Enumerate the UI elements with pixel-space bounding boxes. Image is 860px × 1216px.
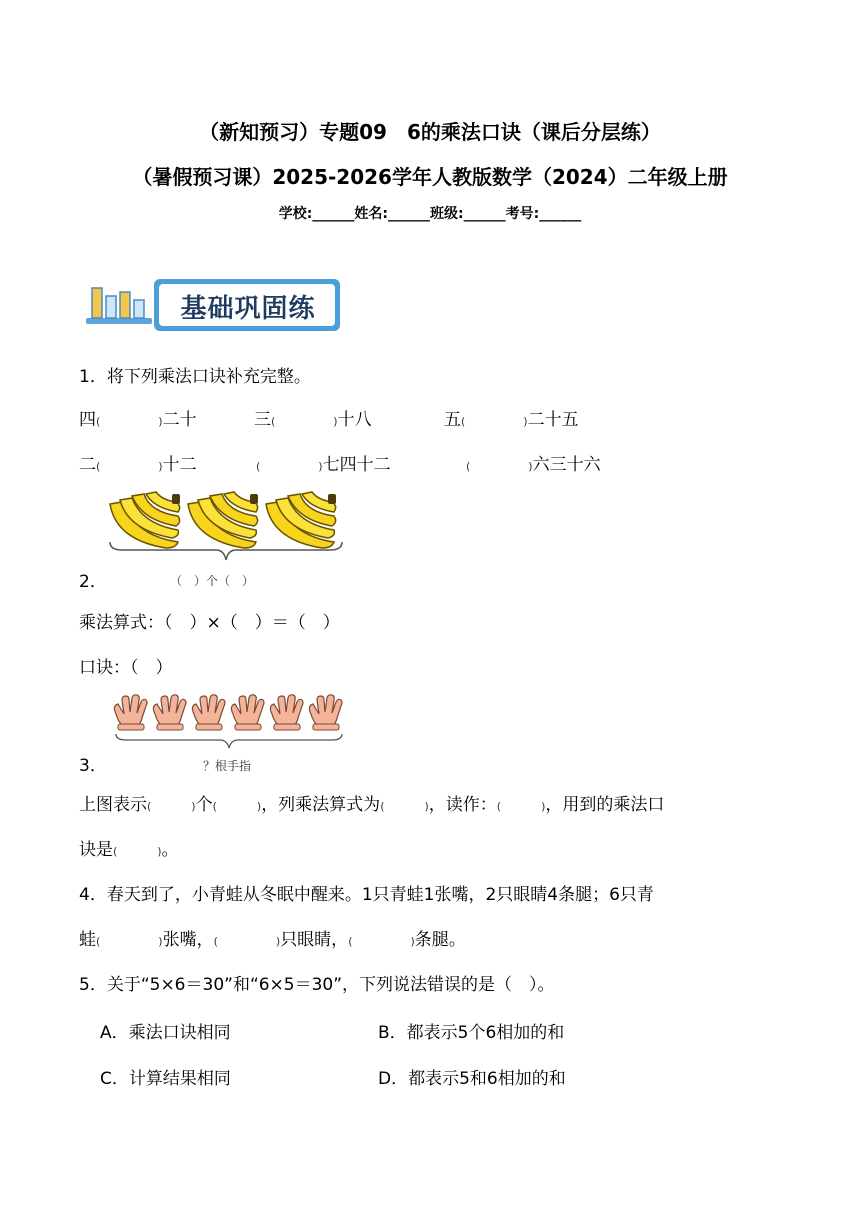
page-title: （新知预习）专题09 6的乘法口诀（课后分层练） <box>199 120 661 144</box>
q1-row1-item1: 四( )二十 <box>79 410 197 430</box>
question-1-prompt: 1．将下列乘法口诀补充完整。 <box>79 367 311 387</box>
brace-icon <box>114 732 344 750</box>
option-d[interactable]: D．都表示5和6相加的和 <box>378 1069 566 1089</box>
option-b[interactable]: B．都表示5个6相加的和 <box>378 1023 565 1043</box>
q1-row2-item3: ( )六三十六 <box>466 455 601 475</box>
option-a[interactable]: A．乘法口诀相同 <box>100 1023 231 1043</box>
question-3-number: 3． <box>79 756 107 776</box>
q2-formula[interactable]: 乘法算式：（ ）×（ ）＝（ ） <box>79 613 340 633</box>
section-banner-label: 基础巩固练 <box>180 294 316 324</box>
q1-row2-item1: 二( )十二 <box>79 455 197 475</box>
q1-row1-item2: 三( )十八 <box>254 410 372 430</box>
question-4-line1: 4．春天到了，小青蛙从冬眠中醒来。1只青蛙1张嘴，2只眼睛4条腿；6只青 <box>79 885 654 905</box>
q3-line1: 上图表示( )个( )，列乘法算式为( )，读作：( )，用到的乘法口 <box>79 795 665 815</box>
hands-figure-caption: ？根手指 <box>203 759 252 773</box>
option-c[interactable]: C．计算结果相同 <box>100 1069 231 1089</box>
page-subtitle: （暑假预习课）2025-2026学年人教版数学（2024）二年级上册 <box>132 165 728 189</box>
question-5-prompt: 5．关于“5×6＝30”和“6×5＝30”，下列说法错误的是（ ）。 <box>79 975 555 995</box>
question-2-number: 2． <box>79 572 107 592</box>
hands-figure <box>110 692 350 732</box>
q2-rhyme[interactable]: 口诀：（ ） <box>79 658 173 678</box>
section-banner <box>82 276 344 334</box>
student-info-line: 学校:______姓名:______班级:______考号:______ <box>278 206 582 222</box>
q1-row2-item2: ( )七四十二 <box>256 455 391 475</box>
q1-row1-item3: 五( )二十五 <box>444 410 579 430</box>
brace-icon <box>108 540 344 562</box>
banana-figure-caption: （ ）个（ ） <box>170 574 255 588</box>
question-4-line2: 蛙( )张嘴，( )只眼睛，( )条腿。 <box>79 930 466 950</box>
q3-line2: 诀是( )。 <box>79 840 179 860</box>
